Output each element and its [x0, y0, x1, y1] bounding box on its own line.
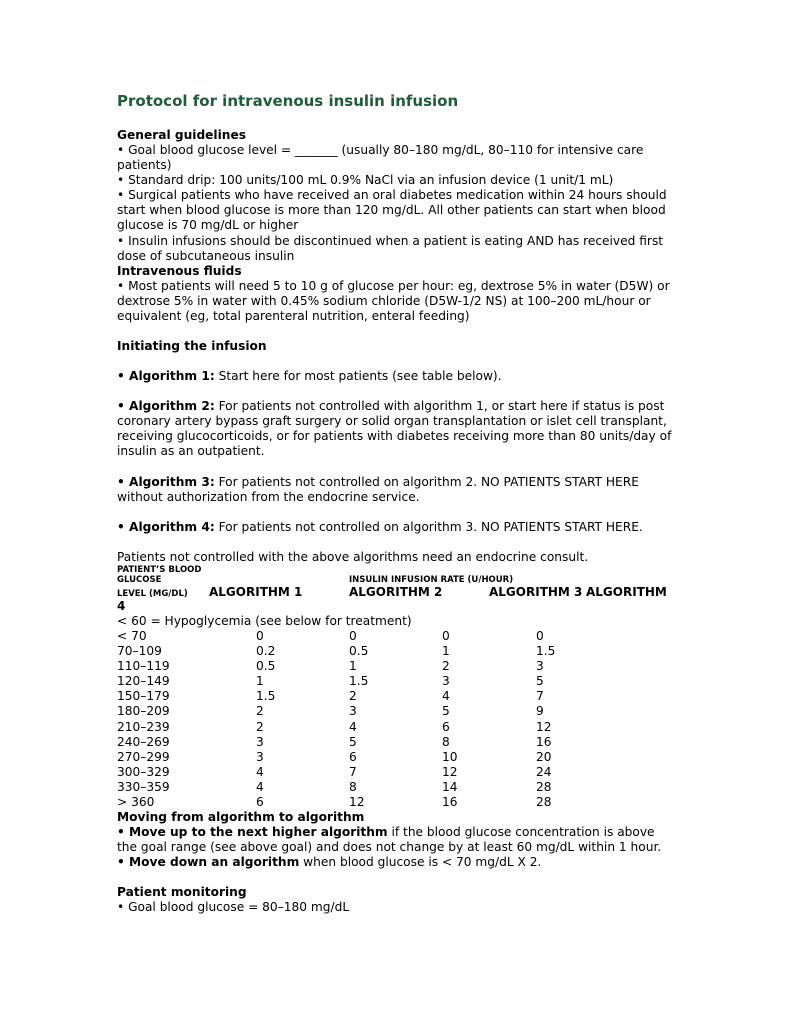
table-cell: 9	[536, 704, 544, 719]
table-cell: 4	[256, 779, 264, 794]
algorithm-1-desc: Start here for most patients (see table below).	[214, 369, 502, 384]
table-cell: 12	[442, 764, 458, 779]
table-cell: 28	[536, 795, 552, 809]
algorithm-2-desc: For patients not controlled with algorithm 1, or start here if status is post coronary artery bypass graft surgery or solid organ transplantation or islet cell transplant, receiving glucocorticoids, or for patients with diabetes receiving more than 80 units/day of insulin as an outpatient.	[117, 399, 672, 459]
table-cell: 3	[442, 674, 450, 689]
table-body	[117, 629, 677, 810]
general-item: • Standard drip: 100 units/100 mL 0.9% NaCl via an infusion device (1 unit/1 mL)	[117, 173, 614, 188]
table-row	[117, 629, 677, 644]
table-cell: 1	[442, 644, 450, 659]
initiating-heading: Initiating the infusion	[117, 339, 267, 354]
table-row	[117, 735, 677, 750]
table-cell: 12	[349, 795, 365, 809]
table-row	[117, 674, 677, 689]
table-header-alg3: ALGORITHM 3	[489, 584, 583, 599]
table-cell: 210–239	[117, 719, 170, 734]
table-cell: 240–269	[117, 734, 170, 749]
algorithm-3-text	[117, 475, 677, 505]
moving-heading: Moving from algorithm to algorithm	[117, 810, 365, 825]
table-row	[117, 750, 677, 765]
table-cell: 120–149	[117, 674, 170, 689]
table-header-line1: PATIENT’S BLOOD	[117, 564, 202, 575]
table-header-row	[117, 585, 677, 599]
table-cell: 1	[349, 659, 357, 674]
table-cell: < 70	[117, 628, 147, 643]
move-down-text	[117, 855, 677, 870]
monitoring-goal: • Goal blood glucose = 80–180 mg/dL	[117, 900, 350, 915]
algorithm-1-text	[117, 369, 677, 384]
table-cell: 28	[536, 779, 552, 794]
move-up-text	[117, 825, 677, 855]
move-down-label: • Move down an algorithm	[117, 855, 300, 870]
table-cell: 2	[349, 689, 357, 704]
table-cell: 10	[442, 749, 458, 764]
consult-text: Patients not controlled with the above algorithms need an endocrine consult.	[117, 549, 589, 564]
table-cell: 0.5	[349, 644, 369, 659]
table-row	[117, 644, 677, 659]
table-cell: 7	[536, 689, 544, 704]
table-cell: 150–179	[117, 689, 170, 704]
algorithm-4-label: • Algorithm 4:	[117, 519, 215, 534]
table-header-alg4-num: 4	[117, 598, 126, 613]
algorithm-1-label: • Algorithm 1:	[117, 369, 215, 384]
table-row	[117, 720, 677, 735]
table-cell: 110–119	[117, 659, 170, 674]
move-up-desc: if the blood glucose concentration is above the goal range (see above goal) and does not change by at least 60 mg/dL within 1 hour.	[117, 825, 662, 855]
general-item: • Insulin infusions should be discontinued when a patient is eating AND has received first dose of subcutaneous insulin	[117, 233, 664, 263]
table-cell: 4	[442, 689, 450, 704]
table-header-rate: INSULIN INFUSION RATE (U/HOUR)	[349, 574, 514, 585]
table-cell: 330–359	[117, 779, 170, 794]
table-cell: 270–299	[117, 749, 170, 764]
table-cell: 0	[256, 628, 264, 643]
table-cell: 0.5	[256, 659, 276, 674]
table-cell: 6	[349, 749, 357, 764]
table-row	[117, 795, 677, 810]
table-cell: 3	[536, 659, 544, 674]
table-row	[117, 659, 677, 674]
document-page	[117, 90, 677, 915]
table-cell: 1.5	[256, 689, 276, 704]
table-header-level: LEVEL (MG/DL)	[117, 588, 188, 599]
table-cell: 70–109	[117, 644, 162, 659]
table-cell: 180–209	[117, 704, 170, 719]
table-cell: 7	[349, 764, 357, 779]
table-cell: 12	[536, 719, 552, 734]
table-cell: 1.5	[349, 674, 369, 689]
table-row	[117, 704, 677, 719]
insulin-table	[117, 565, 677, 810]
table-header-alg2: ALGORITHM 2	[349, 584, 443, 599]
page-title: Protocol for intravenous insulin infusion	[117, 92, 459, 110]
general-heading: General guidelines	[117, 128, 246, 142]
table-cell: 3	[256, 734, 264, 749]
monitoring-heading: Patient monitoring	[117, 885, 247, 900]
table-cell: 14	[442, 779, 458, 794]
table-header-alg4: ALGORITHM	[586, 584, 667, 599]
table-row	[117, 780, 677, 795]
fluids-heading: Intravenous fluids	[117, 263, 242, 278]
table-cell: 20	[536, 749, 552, 764]
table-cell: 1.5	[536, 644, 556, 659]
table-cell: 3	[349, 704, 357, 719]
table-cell: > 360	[117, 795, 155, 809]
table-cell: 8	[349, 779, 357, 794]
table-cell: 4	[256, 764, 264, 779]
table-header-alg1: ALGORITHM 1	[209, 584, 303, 599]
table-cell: 5	[349, 734, 357, 749]
table-cell: 6	[256, 795, 264, 809]
general-item: • Surgical patients who have received an oral diabetes medication within 24 hours should start when blood glucose is more than 120 mg/dL. All other patients can start when blood glucose is 70 mg/dL or higher	[117, 188, 667, 233]
table-header-glucose: GLUCOSE	[117, 574, 162, 585]
algorithm-3-desc: For patients not controlled on algorithm 2. NO PATIENTS START HERE without authorization from the endocrine service.	[117, 474, 639, 504]
algorithm-3-label: • Algorithm 3:	[117, 474, 215, 489]
table-cell: 3	[256, 749, 264, 764]
table-cell: 24	[536, 764, 552, 779]
table-row	[117, 765, 677, 780]
algorithm-2-text	[117, 399, 677, 459]
table-cell: 8	[442, 734, 450, 749]
table-cell: 16	[442, 795, 458, 809]
algorithm-2-label: • Algorithm 2:	[117, 399, 215, 414]
table-cell: 2	[256, 719, 264, 734]
table-cell: 0.2	[256, 644, 276, 659]
table-cell: 4	[349, 719, 357, 734]
algorithm-4-desc: For patients not controlled on algorithm 3. NO PATIENTS START HERE.	[214, 519, 643, 534]
table-cell: 5	[442, 704, 450, 719]
hypoglycemia-row: < 60 = Hypoglycemia (see below for treatment)	[117, 613, 412, 628]
table-cell: 16	[536, 734, 552, 749]
table-cell: 2	[442, 659, 450, 674]
table-header-line2	[117, 575, 677, 585]
general-item: • Goal blood glucose level = _______ (usually 80–180 mg/dL, 80–110 for intensive care patients)	[117, 143, 644, 173]
table-cell: 0	[536, 628, 544, 643]
table-cell: 300–329	[117, 764, 170, 779]
algorithm-4-text	[117, 520, 677, 535]
table-cell: 0	[349, 628, 357, 643]
table-row	[117, 689, 677, 704]
table-cell: 0	[442, 628, 450, 643]
table-cell: 2	[256, 704, 264, 719]
table-cell: 1	[256, 674, 264, 689]
move-up-label: • Move up to the next higher algorithm	[117, 825, 388, 840]
table-cell: 6	[442, 719, 450, 734]
move-down-desc: when blood glucose is < 70 mg/dL X 2.	[299, 855, 542, 870]
table-cell: 5	[536, 674, 544, 689]
fluids-text: • Most patients will need 5 to 10 g of glucose per hour: eg, dextrose 5% in water (D5W) or dextrose 5% in water with 0.45% sodium chloride (D5W-1/2 NS) at 100–200 mL/hour or equivalent (eg, total parenteral nutrition, enteral feeding)	[117, 278, 670, 323]
